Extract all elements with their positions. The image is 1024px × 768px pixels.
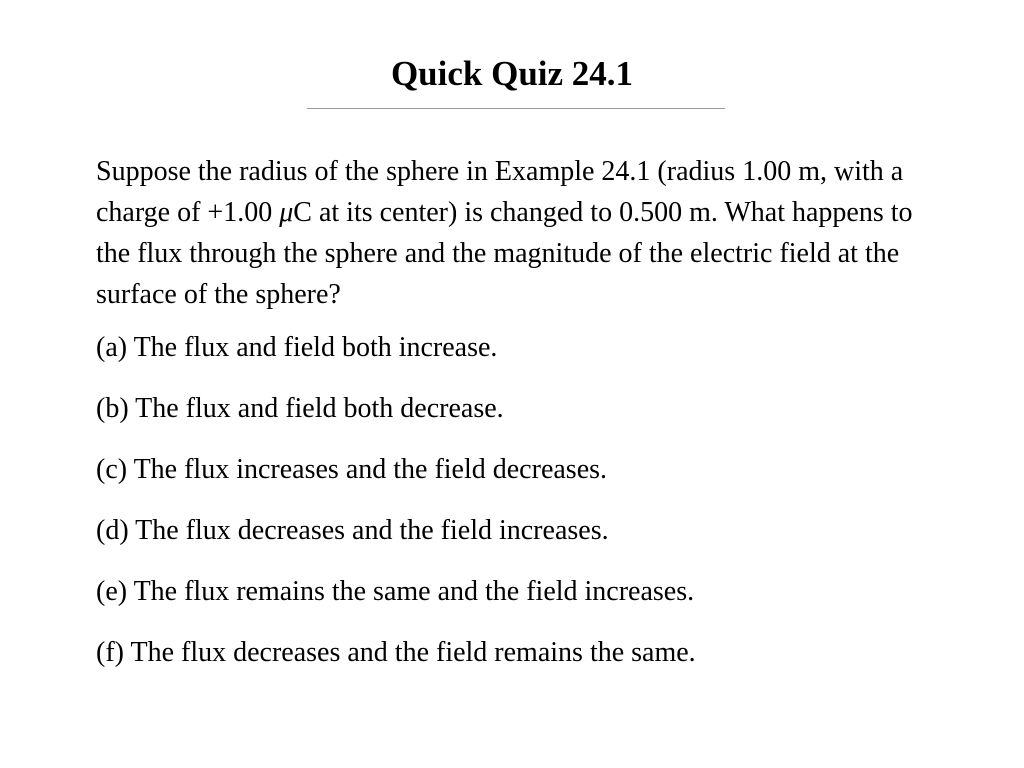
option-d: (d) The flux decreases and the field increases. [96, 515, 609, 546]
slide-title: Quick Quiz 24.1 [390, 54, 634, 93]
option-a: (a) The flux and field both increase. [96, 332, 498, 363]
question-text-part-2: C at its center) is changed to 0.500 m. What happens to the flux through the sphere and the magnitude of the electric field at the surface of the sphere? [96, 197, 913, 310]
option-b: (b) The flux and field both decrease. [96, 393, 504, 424]
quiz-body [96, 151, 936, 693]
option-c: (c) The flux increases and the field decreases. [96, 454, 608, 485]
question-text-part-1: Suppose the radius of the sphere in Example 24.1 (radius 1.00 m, with a charge of +1.00 [96, 156, 904, 228]
question-text [96, 151, 936, 315]
answer-options [96, 327, 936, 673]
option-f: (f) The flux decreases and the field remains the same. [96, 637, 696, 668]
mu-symbol: μ [279, 197, 294, 228]
title-divider [307, 108, 725, 109]
option-e: (e) The flux remains the same and the field increases. [96, 576, 695, 607]
